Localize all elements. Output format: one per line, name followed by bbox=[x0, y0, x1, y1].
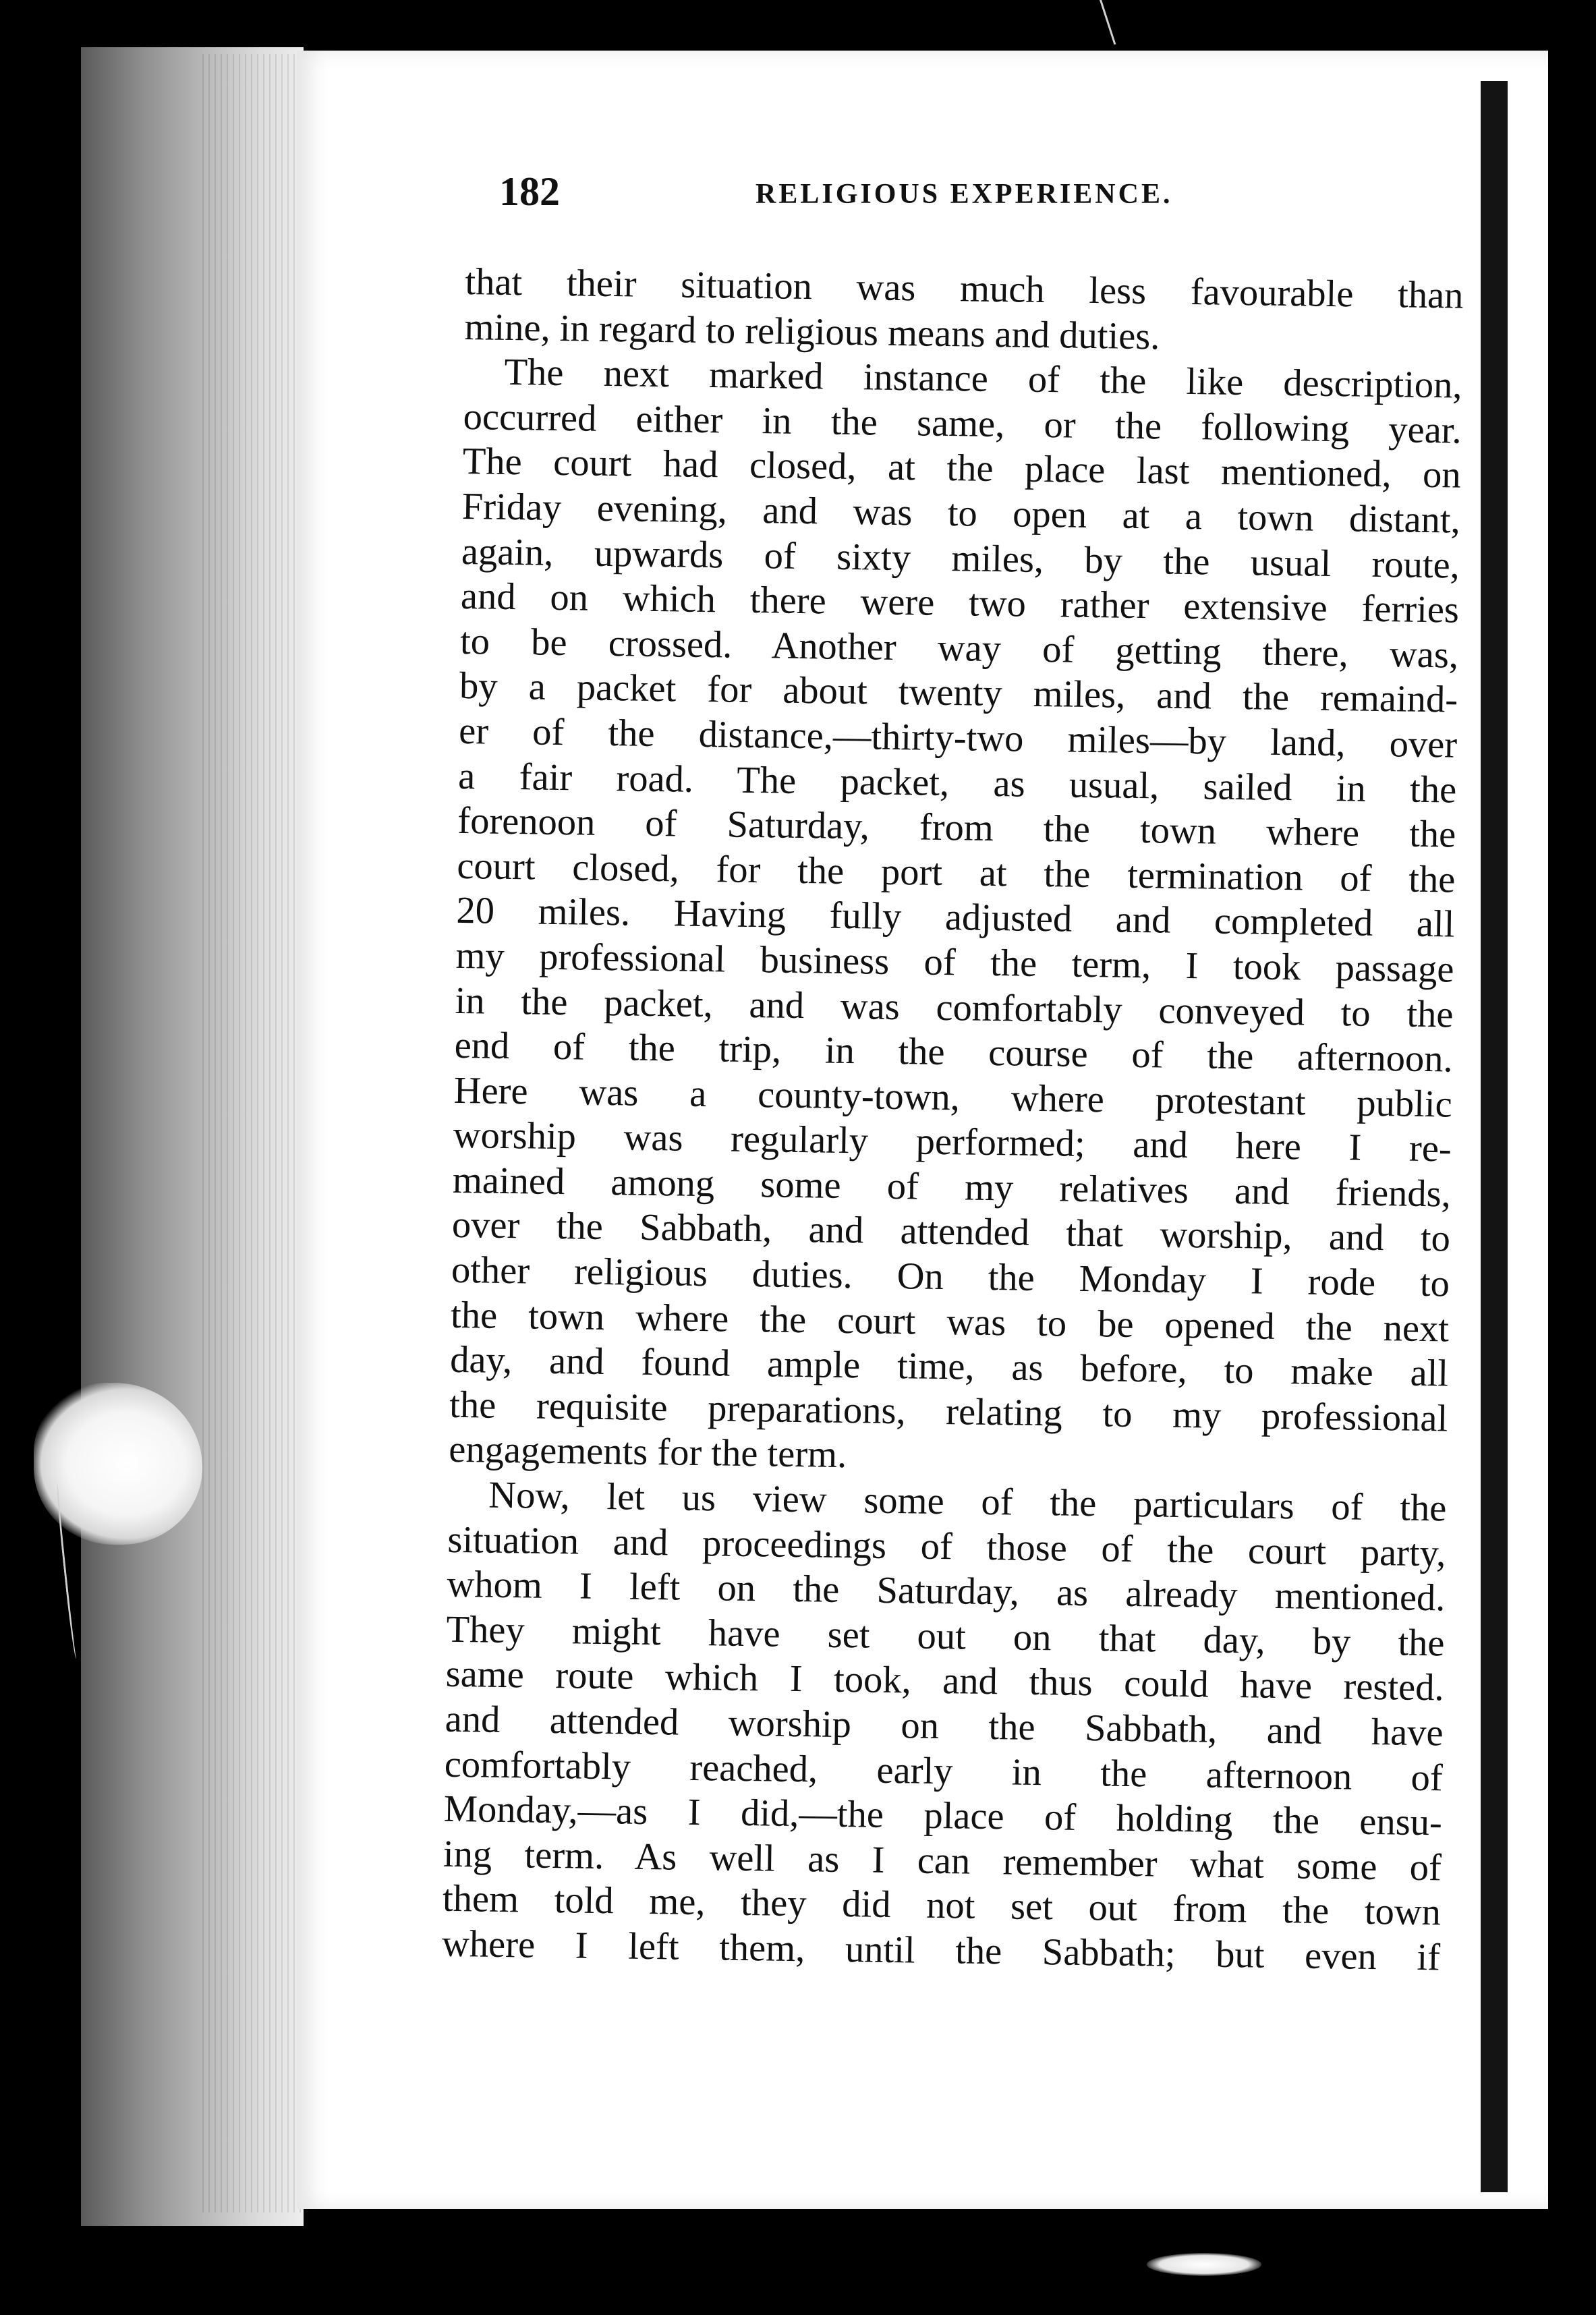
text-line: the requisite preparations, relating to my professional bbox=[449, 1383, 1448, 1440]
text-line: a fair road. The packet, as usual, sailed in the bbox=[457, 755, 1457, 811]
text-line: day, and found ample time, as before, to make all bbox=[449, 1339, 1449, 1395]
text-line: again, upwards of sixty miles, by the usual route, bbox=[461, 530, 1460, 587]
text-line: them told me, they did not set out from the town bbox=[442, 1878, 1442, 1934]
text-line: that their situation was much less favourable than bbox=[465, 260, 1464, 317]
text-line: 20 miles. Having fully adjusted and completed all bbox=[456, 890, 1455, 946]
text-line: where I left them, until the Sabbath; but even if bbox=[441, 1922, 1441, 1979]
text-line: er of the distance,—thirty-two miles—by land, over bbox=[458, 710, 1458, 766]
text-line: The court had closed, at the place last mentioned, on bbox=[462, 440, 1462, 497]
text-line: occurred either in the same, or the following year. bbox=[463, 395, 1462, 452]
text-line: situation and proceedings of those of the court party, bbox=[447, 1518, 1446, 1575]
page-number: 182 bbox=[499, 169, 560, 214]
text-line: in the packet, and was comfortably conveyed to the bbox=[455, 979, 1454, 1036]
scan-scratch bbox=[1089, 0, 1116, 48]
page-header bbox=[499, 169, 1471, 223]
text-line: Here was a county-town, where protestant public bbox=[453, 1069, 1453, 1126]
text-line: Friday evening, and was to open at a town distant, bbox=[461, 485, 1461, 542]
scan-smudge bbox=[1147, 2253, 1261, 2276]
text-line: ing term. As well as I can remember what some of bbox=[443, 1833, 1442, 1889]
text-line: to be crossed. Another way of getting there, was, bbox=[459, 620, 1459, 677]
text-line: comfortably reached, early in the afternoon of bbox=[444, 1743, 1444, 1800]
text-line: other religious duties. On the Monday I rode to bbox=[451, 1249, 1450, 1305]
text-line: engagements for the term. bbox=[448, 1429, 847, 1477]
text-line: and attended worship on the Sabbath, and have bbox=[445, 1698, 1444, 1754]
text-line: over the Sabbath, and attended that worship, and to bbox=[451, 1204, 1451, 1260]
text-line: and on which there were two rather extensive ferries bbox=[460, 575, 1460, 631]
text-line: end of the trip, in the course of the afternoon. bbox=[454, 1024, 1454, 1081]
page-stack-lines bbox=[202, 54, 304, 2212]
text-line: whom I left on the Saturday, as already mentioned. bbox=[447, 1564, 1446, 1620]
text-line: The next marked instance of the like description, bbox=[504, 351, 1462, 407]
text-line: Now, let us view some of the particulars of the bbox=[488, 1474, 1447, 1530]
text-line: by a packet for about twenty miles, and the remaind- bbox=[459, 665, 1458, 721]
text-line: same route which I took, and thus could have rested. bbox=[445, 1653, 1445, 1709]
text-line: They might have set out on that day, by the bbox=[446, 1608, 1445, 1665]
text-line: forenoon of Saturday, from the town where the bbox=[457, 800, 1456, 856]
text-line: worship was regularly performed; and here I re- bbox=[453, 1114, 1452, 1170]
text-line: mine, in regard to religious means and duties. bbox=[464, 306, 1160, 358]
text-line: Monday,—as I did,—the place of holding the ensu- bbox=[443, 1788, 1443, 1844]
running-head: RELIGIOUS EXPERIENCE. bbox=[756, 179, 1173, 210]
text-line: court closed, for the port at the termination of the bbox=[457, 845, 1456, 901]
binding-gutter bbox=[1481, 81, 1508, 2192]
text-line: the town where the court was to be opened the next bbox=[450, 1294, 1450, 1350]
text-line: mained among some of my relatives and friends, bbox=[452, 1159, 1452, 1216]
body-text bbox=[442, 260, 1464, 1980]
text-line: my professional business of the term, I took passage bbox=[455, 934, 1454, 991]
